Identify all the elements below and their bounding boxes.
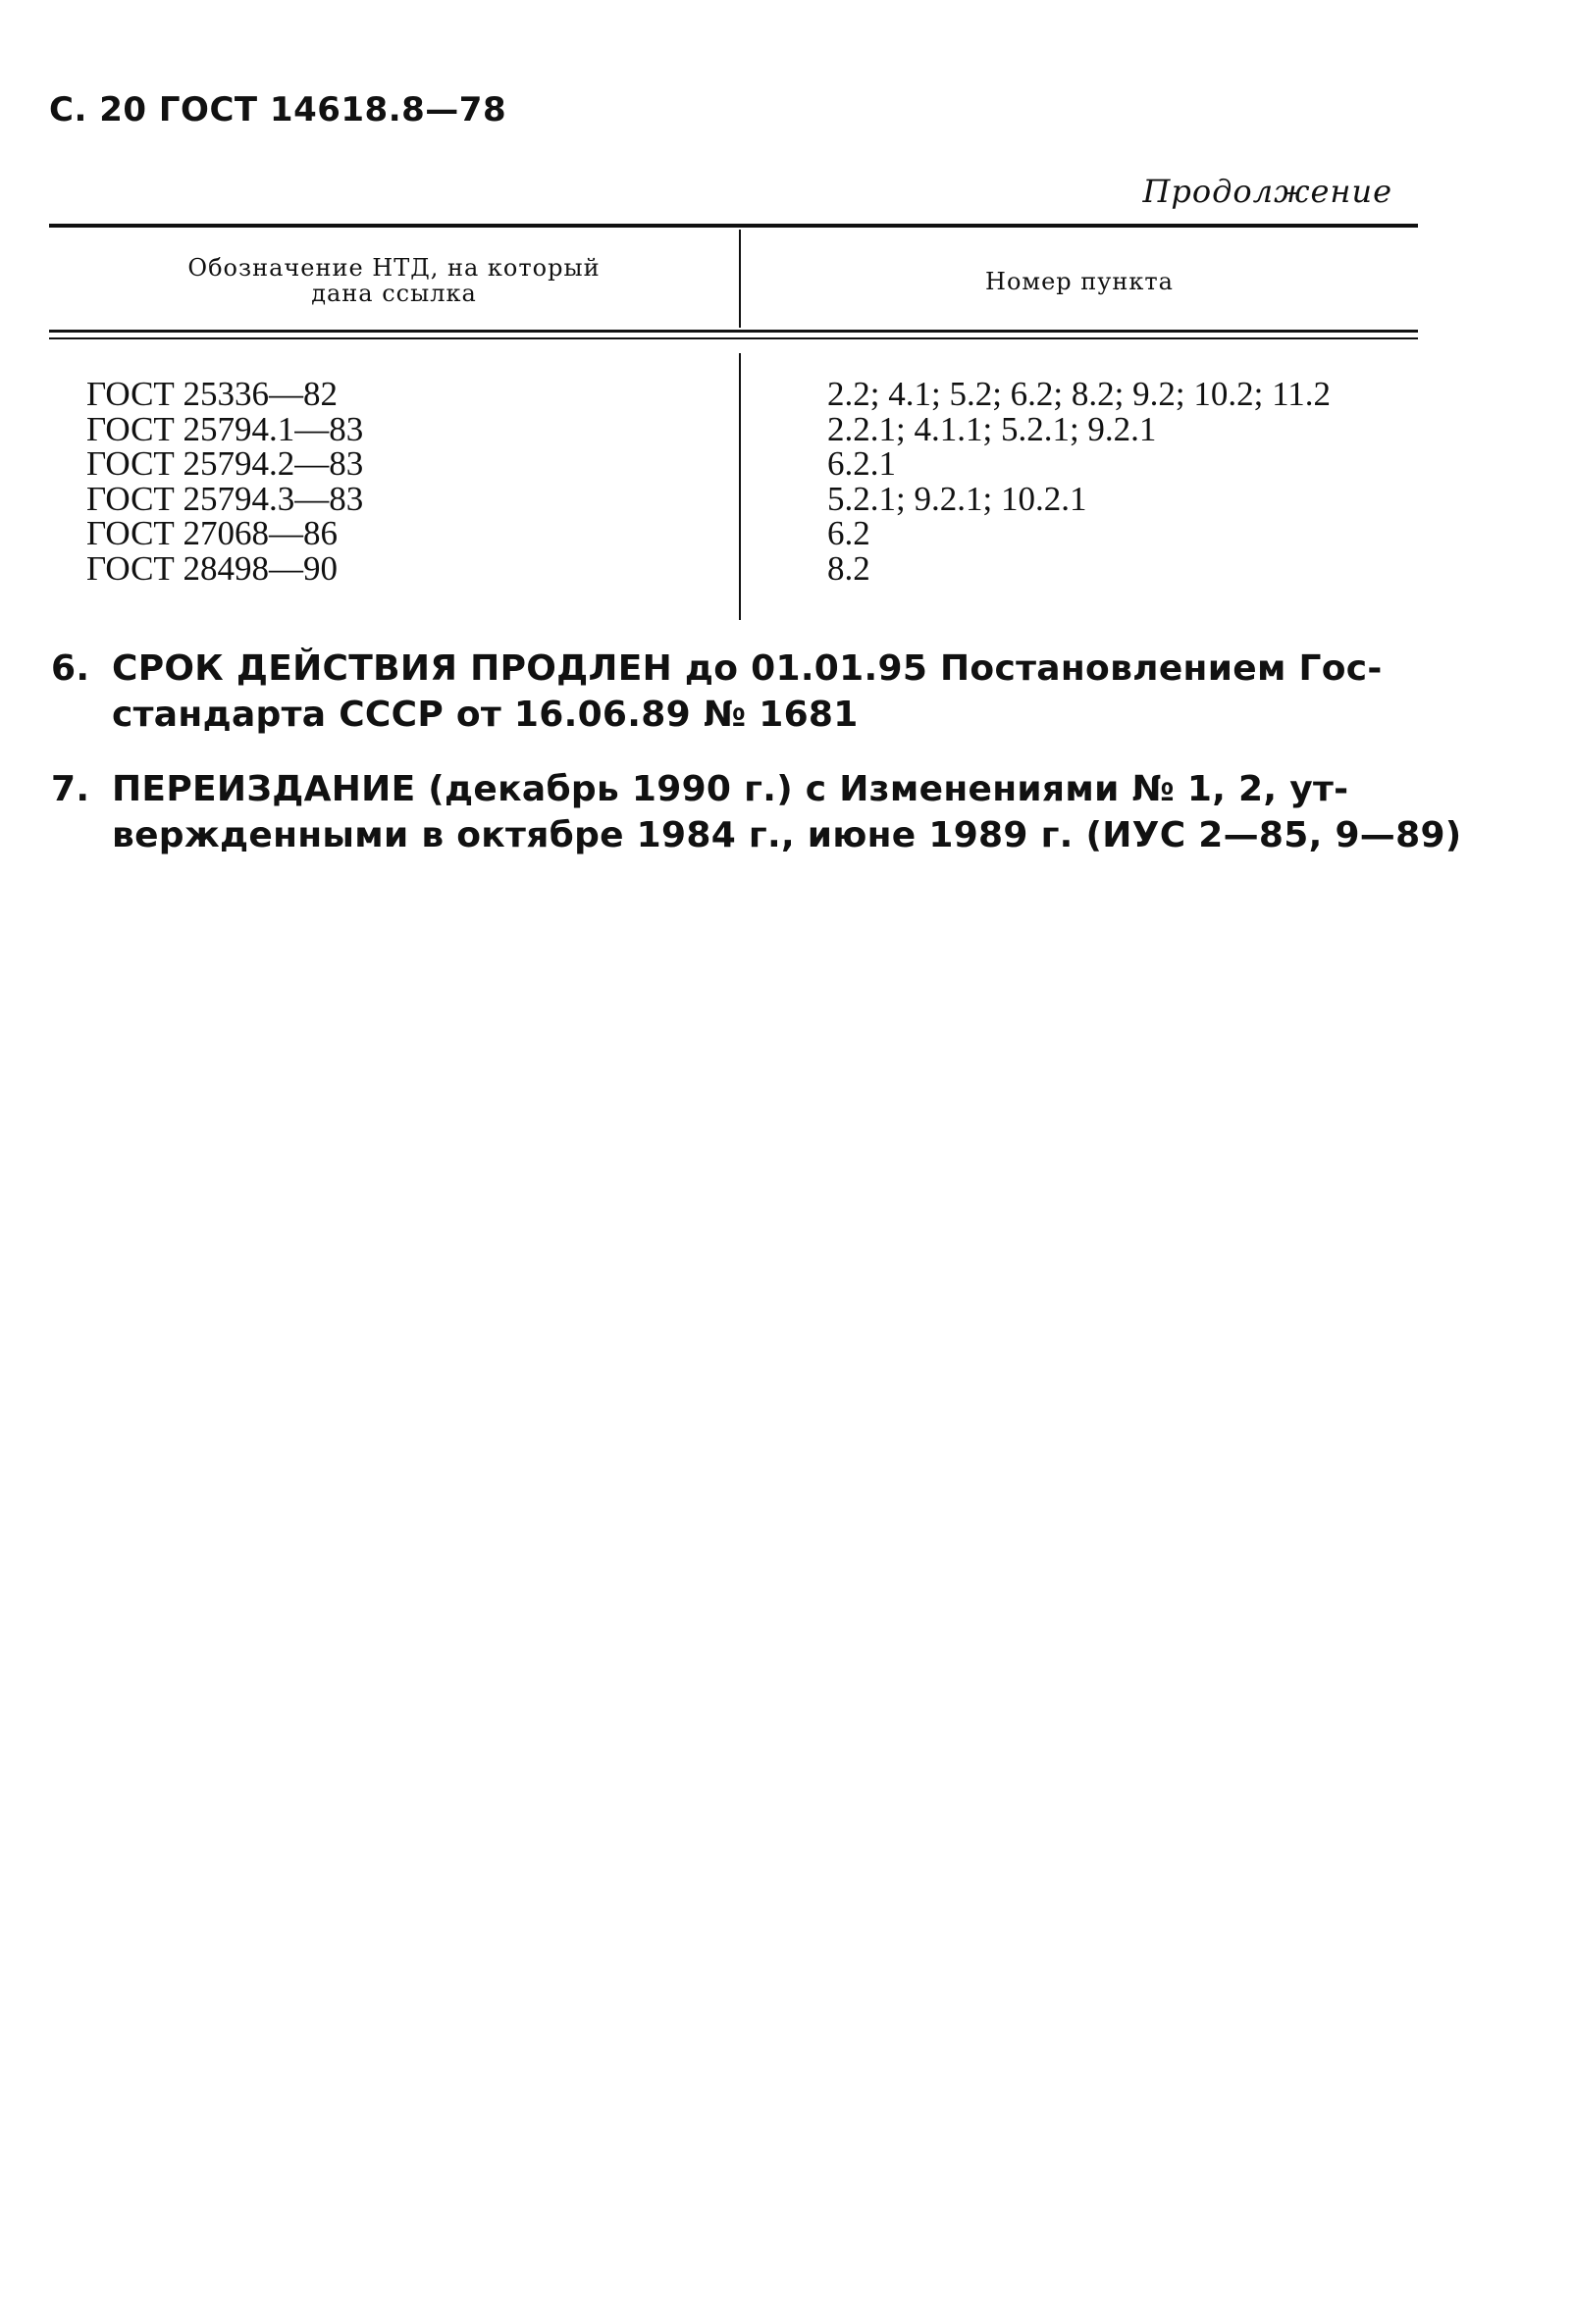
- note-text-line: вержденными в октябре 1984 г., июне 1989 г. (ИУС 2—85, 9—89): [112, 815, 1462, 855]
- column-header-document: [49, 255, 739, 306]
- clause-column: [827, 377, 1331, 586]
- header-rule: [49, 330, 1418, 333]
- column-header-document-line1: Обозначение НТД, на который: [187, 254, 601, 282]
- table-row-document: ГОСТ 25794.2—83: [86, 444, 364, 483]
- table-top-rule: [49, 224, 1418, 228]
- standard-designation: ГОСТ 14618.8—78: [158, 90, 507, 129]
- table-row-clauses: 2.2.1; 4.1.1; 5.2.1; 9.2.1: [827, 409, 1157, 448]
- table-row-clauses: 6.2.1: [827, 444, 896, 483]
- note-text-line: стандарта СССР от 16.06.89 № 1681: [112, 695, 859, 735]
- table-row-document: ГОСТ 25336—82: [86, 375, 339, 413]
- reference-table: [49, 220, 1418, 620]
- table-row-clauses: 8.2: [827, 548, 870, 588]
- page-number: С. 20: [49, 90, 147, 129]
- note-number: 6.: [51, 648, 90, 689]
- table-row-document: ГОСТ 25794.3—83: [86, 479, 364, 518]
- body-column-divider: [739, 353, 741, 620]
- continuation-label: Продолжение: [1142, 173, 1392, 210]
- table-row-document: ГОСТ 25794.1—83: [86, 409, 364, 448]
- note-text-line: ПЕРЕИЗДАНИЕ (декабрь 1990 г.) с Изменениями № 1, 2, ут-: [112, 769, 1349, 809]
- column-header-clause: Номер пункта: [985, 268, 1174, 295]
- running-header: [49, 90, 506, 129]
- column-header-document-line2: дана ссылка: [311, 280, 477, 307]
- table-row-clauses: 5.2.1; 9.2.1; 10.2.1: [827, 479, 1087, 518]
- table-row-clauses: 2.2; 4.1; 5.2; 6.2; 8.2; 9.2; 10.2; 11.2: [827, 375, 1332, 413]
- note-number: 7.: [51, 769, 90, 809]
- table-row-document: ГОСТ 28498—90: [86, 548, 339, 588]
- note-text-line: СРОК ДЕЙСТВИЯ ПРОДЛЕН до 01.01.95 Постановлением Гос-: [112, 648, 1383, 689]
- table-row-clauses: 6.2: [827, 514, 870, 552]
- header-double-rule: [49, 337, 1418, 339]
- document-column: [86, 377, 363, 586]
- table-row-document: ГОСТ 27068—86: [86, 514, 339, 552]
